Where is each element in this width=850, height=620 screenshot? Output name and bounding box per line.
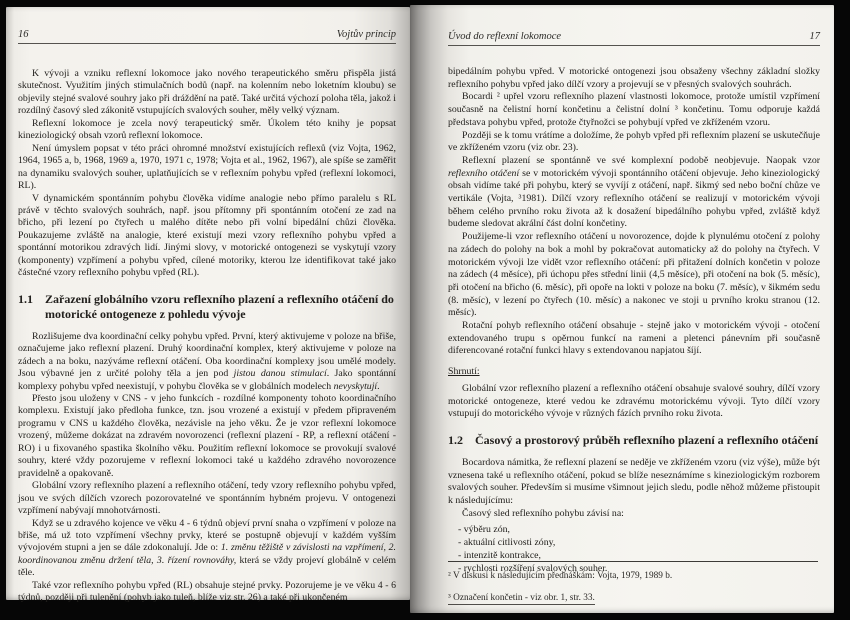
summary-label: Shrnutí: bbox=[448, 366, 480, 378]
text-run: Reflexní lokomoce je zcela nový terapeutický směr. Úkolem této knihy je popsat kineziologický obsah vzorů reflexní lokomoce. bbox=[18, 117, 396, 142]
footnote-text: ³ Označení končetin - viz obr. 1, str. 33. bbox=[448, 592, 595, 603]
page-left bbox=[6, 7, 410, 604]
running-header-left: Vojtův princip bbox=[336, 29, 396, 40]
paragraph bbox=[18, 480, 396, 517]
running-header-right: Úvod do reflexní lokomoce bbox=[448, 31, 562, 42]
footnote bbox=[448, 571, 818, 583]
paragraph bbox=[448, 383, 820, 421]
text-run: K vývoji a vzniku reflexní lokomoce jako nového terapeutického směru přispěla jistá skutečnost. Využitím jiných stimulačních bodů (např. na kolenním nebo loketním kloubu) se objevily stejné svalové souhry jako při dráždění na patě. Také určitá výchozí poloha těla, jakož i rozdílný časový sled zákonitě vstupujících svalových souher, měly velký význam. bbox=[18, 68, 396, 117]
paragraph bbox=[18, 393, 396, 480]
paragraph bbox=[448, 508, 820, 521]
page-body-right bbox=[448, 66, 821, 575]
emphasis-text: reflexního otáčení bbox=[448, 167, 520, 179]
paragraph bbox=[448, 91, 820, 129]
page-number-right: 17 bbox=[809, 31, 820, 42]
text-run: Rotační pohyb reflexního otáčení obsahuje - stejně jako v motorickém vývoji - otočení extendovaného trupu s opěrnou funkcí na rameni a pletenci pánevním při současně diferencované rotační funkci hlavy s extendovanou napjatou šíjí. bbox=[448, 320, 820, 357]
text-run: . Jako spontánní komplexy pohybu vpřed neexistují, v pohybu člověka se v globálních modelech bbox=[18, 368, 397, 392]
paragraph bbox=[448, 155, 820, 231]
list-item: - rychlosti rozšíření svalových souher. bbox=[458, 563, 608, 575]
footnote-text: ² V diskusi k následujícím přednáškám: Vojta, 1979, 1989 b. bbox=[448, 571, 673, 581]
text-run: bipedálním pohybu vpřed. V motorické ontogenezi jsou obsaženy všechny základní složky reflexního pohybu vpřed jako dílčí vzory a projevují se v přesných svalových souhrách. bbox=[448, 66, 820, 90]
section-heading bbox=[18, 292, 396, 322]
text-run: se v motorickém vývoji spontánního otáčení objevuje. Jeho kineziologický obsah vidíme také při pohybu, který se vyvíjí z otáčení, např. šikmý sed nebo boční chůze ve vertikále (Vojta, ³1981). Dílčí vzory reflexního otáčení se realizují v motorickém vývoji během celého prvního roku života až k dosažení bipedálního pohybu vpřed, zvláště když budeme sledovat akrální část dolní končetiny. bbox=[448, 167, 821, 230]
text-run: Bocardova námitka, že reflexní plazení se neděje ve zkříženém vzoru (viz výše), může být vznesena také u reflexního otáčení, pokud se blíže neseznámíme s kineziologickým rozborem svalových souher. Především si musíme všimnout jejich sledu, podle něhož můžeme přistoupit k následujícímu: bbox=[448, 456, 820, 507]
emphasis-text: jistou danou stimulací bbox=[233, 368, 327, 380]
text-run: Globální vzor reflexního plazení a reflexního otáčení obsahuje svalové souhry, dílčí vzory motorické ontogeneze, které vedou ke zdravému motorickému vývoji. Tyto dílčí vzory vstupují do motorického vývoje v různých fázích prvního roku života. bbox=[448, 382, 820, 420]
section-title: Zařazení globálního vzoru reflexního plazení a reflexního otáčení do motorické ontogeneze z pohledu vývoje bbox=[45, 291, 394, 321]
paragraph bbox=[18, 518, 396, 580]
page-header-left bbox=[18, 29, 396, 44]
page-body-left bbox=[18, 68, 396, 616]
text-run: která se vždy projeví globálně v celém těle. bbox=[18, 554, 397, 579]
footnote-list bbox=[448, 571, 818, 604]
footnotes-section bbox=[448, 561, 818, 607]
text-run: Použijeme-li vzor reflexního otáčení u novorozence, dojde k plynulému otočení z polohy na zádech do polohy na bok a mohl by pokračovat automaticky až do polohy na čtyřech. V motorickém vývoji lze vidět vzor reflexního otáčení: při přitažení dolních končetin v poloze na zádech (4 měsíce), při úchopu přes střední linii (4,5 měsíce), při otočení na bok (5. měsíc), při otočení na břicho (6. měsíc), při opoře na lokti v poloze na boku (7. měsíc), v šikmém sedu (8. měsíc), v lezení po čtyřech (10. měsíc) a nakonec ve stoji u prvního kroku stranou (12. měsíc). bbox=[448, 231, 820, 319]
text-run: Globální vzory reflexního plazení a reflexního otáčení, tedy vzory reflexního pohybu vpřed, jsou ve svých dílčích vzorech pozorovatelné ve spontánním hybném projevu. V ontogenezi vzpřímení nabývají mnohotvárnosti. bbox=[18, 480, 396, 517]
paragraph bbox=[448, 66, 820, 91]
page-header-right bbox=[448, 31, 820, 46]
list-item: - aktuální citlivosti zóny, bbox=[458, 536, 556, 548]
paragraph bbox=[448, 231, 820, 320]
text-run: Reflexní plazení se spontánně ve své komplexní podobě neobjevuje. Naopak vzor bbox=[462, 154, 820, 166]
section-number: 1.1 bbox=[18, 291, 33, 306]
paragraph bbox=[448, 457, 820, 508]
section-number: 1.2 bbox=[448, 432, 463, 447]
paragraph bbox=[18, 68, 396, 118]
text-run: Později se k tomu vrátíme a doložíme, že pohyb vpřed při reflexním plazení se uskutečňuje ve zkříženém vzoru (viz obr. 23). bbox=[448, 129, 820, 154]
page-right bbox=[410, 5, 834, 613]
list-item: - intenzitě kontrakce, bbox=[458, 549, 541, 561]
emphasis-text: 1. změnu těžiště v závislosti na vzpřímení, 2. koordinovanou změnu držení těla, 3. řízení rovnováhy, bbox=[18, 542, 396, 566]
emphasis-text: nevyskytují bbox=[333, 380, 378, 392]
paragraph bbox=[18, 580, 396, 605]
text-run: V dynamickém spontánním pohybu člověka vidíme analogie nebo přímo paralelu s RL právě v těchto svalových souhrách, např. jsou přítomny při spontánním otočení ze zad na břicho, při lezení po čtyřech u malého dítěte nebo při volní bipedální chůzi člověka. Poukazujeme zvláště na analogie, které existují mezi vzory reflexního pohybu vpřed a spontánní motorikou zdravých lidí. Jinými slovy, v motorické ontogenezi se vyskytují vzory (komponenty) vzpřímení a pohybu vpřed, cílené motoriky, kterou lze identifikovat také jako částečné vzory reflexního pohybu vpřed (RL). bbox=[18, 192, 396, 279]
paragraph bbox=[448, 320, 820, 358]
text-run: Když se u zdravého kojence ve věku 4 - 6 týdnů objeví první snaha o vzpřímení v poloze na břiše, má už toto vzpřímení všechny prvky, které se postupně objevují v každém vyšším vývojovém stupni a jen se dále zdokonalují. Jde o: bbox=[18, 517, 396, 554]
text-run: Časový sled reflexního pohybu závisí na: bbox=[462, 507, 624, 519]
paragraph bbox=[448, 130, 820, 155]
footnote bbox=[448, 593, 818, 605]
paragraph bbox=[18, 118, 396, 143]
paragraph bbox=[18, 193, 396, 280]
text-run: Není úmyslem popsat v této práci ohromné množství existujících reflexů (viz Vojta, 1962, 1964, 1965 a, b, 1968, 1969 a, 1970, 1971 c, 1978; Vojta et al., 1962, 1967), ale spíše se zaměřit na dynamiku svalových souher, uplatňujících se v reflexním pohybu vpřed (reflexní lokomoci, RL). bbox=[18, 142, 396, 192]
text-run: Přesto jsou uloženy v CNS - v jeho funkcích - rozdílné komponenty tohoto koordinačního komplexu. Existují jako předloha funkce, tzn. jsou vrozené a existují v předem připraveném programu v CNS u každého člověka, nezávisle na jeho věku. Že je vzor reflexní lokomoce vrozený, můžeme dokázat na zdravém novorozenci (reflexní plazení - RP, a reflexní otáčení - RO) i u fixovaného spastika školního věku. Použitím reflexní lokomoce se provokují svalové souhry, které vždy pozorujeme v reflexní lokomoci také u každého zdravého novorozence pravidelně a opakovaně. bbox=[18, 392, 396, 479]
section-heading bbox=[448, 433, 820, 448]
text-run: . bbox=[377, 380, 380, 392]
text-run: Bocardi ² upřel vzoru reflexního plazení vlastnosti lokomoce, protože umístil vzpřímení současně na čelistní horní končetinu a čelistní dolní ³ končetinu. Tomu odporuje každá představa pohybu vpřed, protože čtyřnožci se pohybují vpřed ve zkříženém vzoru. bbox=[448, 91, 820, 128]
paragraph bbox=[18, 143, 396, 193]
text-run: Rozlišujeme dva koordinační celky pohybu vpřed. První, který aktivujeme v poloze na břiše, označujeme jako reflexní plazení. Druhý koordinační komplex, který aktivujeme v poloze na zádech a na boku, nazýváme reflexní otáčení. Oba koordinační komplexy jsou umělé modely. Jsou výbavné jen z určité polohy těla a jen pod bbox=[18, 330, 396, 380]
footnote-separator bbox=[448, 561, 818, 562]
page-number-left: 16 bbox=[18, 29, 29, 40]
section-title: Časový a prostorový průběh reflexního plazení a reflexního otáčení bbox=[475, 432, 819, 447]
list-item: - výběru zón, bbox=[458, 523, 510, 535]
text-run: Také vzor reflexního pohybu vpřed (RL) obsahuje stejné prvky. Pozorujeme je ve věku 4 - 6 týdnů, později při tulenění (pohyb jako tuleň, blíže viz str. 26) a také při ukončeném bbox=[18, 579, 396, 604]
paragraph bbox=[18, 331, 396, 393]
